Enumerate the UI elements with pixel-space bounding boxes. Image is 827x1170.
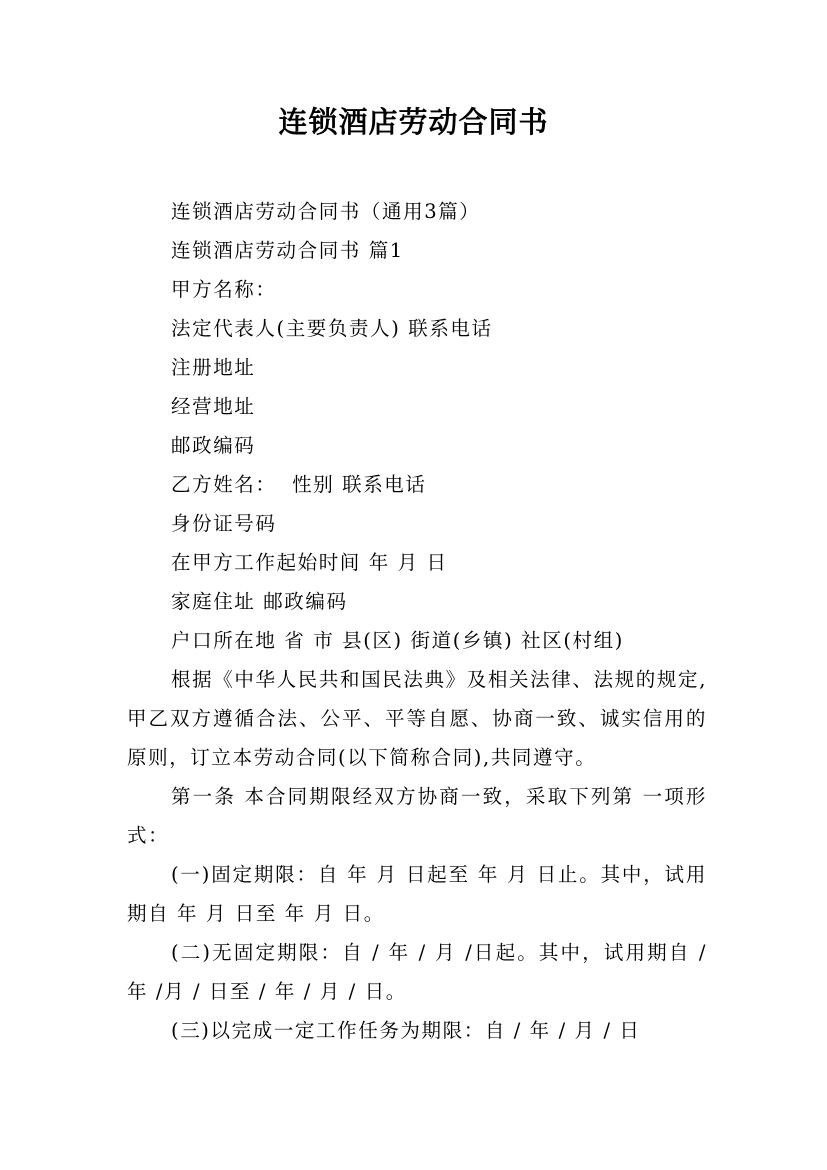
paragraph-preamble: 根据《中华人民共和国民法典》及相关法律、法规的规定,甲乙双方遵循合法、公平、平等自愿、协商一致、诚实信用的原则，订立本劳动合同(以下简称合同),共同遵守。: [127, 668, 707, 769]
paragraph-term-task-based: (三)以完成一定工作任务为期限：自 / 年 / 月 / 日: [171, 1019, 641, 1042]
paragraph-home-address: 家庭住址 邮政编码: [171, 590, 348, 613]
paragraph-party-b-name: 乙方姓名： 性别 联系电话: [171, 473, 427, 496]
paragraph-household-registration: 户口所在地 省 市 县(区) 街道(乡镇) 社区(村组): [171, 629, 624, 652]
paragraph-section-heading: 连锁酒店劳动合同书 篇1: [171, 239, 404, 262]
paragraph-registered-address: 注册地址: [171, 356, 256, 379]
paragraph-id-number: 身份证号码: [171, 512, 277, 535]
paragraph-legal-representative: 法定代表人(主要负责人) 联系电话: [171, 317, 493, 340]
paragraph-party-a-name: 甲方名称：: [171, 278, 277, 301]
paragraph-doc-heading: 连锁酒店劳动合同书（通用3篇）: [171, 200, 481, 223]
paragraph-postal-code: 邮政编码: [171, 434, 256, 457]
paragraph-term-open-ended: (二)无固定期限：自 / 年 / 月 /日起。其中，试用期自 / 年 /月 / 日至 / 年 / 月 / 日。: [127, 941, 715, 1003]
paragraph-start-date: 在甲方工作起始时间 年 月 日: [171, 551, 448, 574]
document-body: [127, 192, 715, 1050]
paragraph-term-fixed: (一)固定期限：自 年 月 日起至 年 月 日止。其中，试用期自 年 月 日至 年 月 日。: [127, 863, 707, 925]
document-title: 连锁酒店劳动合同书: [278, 105, 549, 139]
paragraph-business-address: 经营地址: [171, 395, 256, 418]
paragraph-article-1: 第一条 本合同期限经双方协商一致，采取下列第 一项形式：: [127, 785, 707, 847]
